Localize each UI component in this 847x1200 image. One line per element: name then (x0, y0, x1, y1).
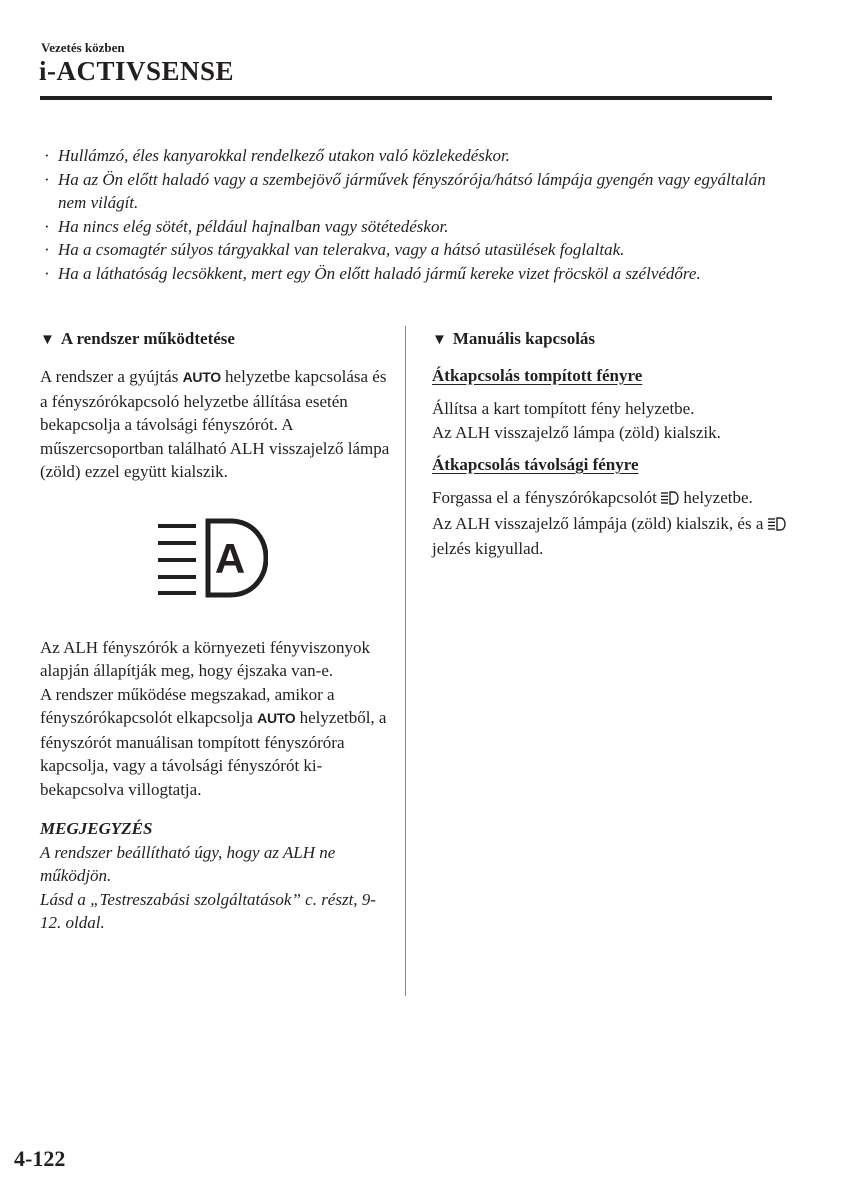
bullet-dot: · (44, 240, 50, 259)
page-number: 4-122 (14, 1146, 66, 1171)
alh-paragraph: Az ALH fényszórók a környezeti fényviszonyok alapján állapítják meg, hogy éjszaka van-e. (40, 637, 370, 680)
alh-indicator-icon (156, 516, 268, 600)
alh-icon-letter: A (214, 534, 246, 582)
section-heading-operation: ▼ A rendszer működtetése (40, 328, 392, 351)
list-item: · Ha nincs elég sötét, például hajnalban vagy sötétedéskor. (44, 215, 784, 239)
subheading-low-beam: Átkapcsolás tompított fényre (432, 366, 643, 385)
interruption-paragraph: A rendszer működése megszakad, amikor a fényszórókapcsolót elkapcsolja AUTO helyzetből, a fényszórót manuálisan tompított fényszóróra kapcsolja, vagy a távolsági fényszórót ki-bekapcsolva villogtatja. (40, 684, 387, 799)
subheading-high-beam: Átkapcsolás távolsági fényre (432, 455, 639, 474)
note-title: MEGJEGYZÉS (40, 819, 153, 838)
triangle-marker-icon: ▼ (432, 332, 447, 348)
bullet-dot: · (44, 169, 50, 189)
low-beam-text: Állítsa a kart tompított fény helyzetbe. (432, 399, 695, 418)
triangle-marker-icon: ▼ (40, 332, 55, 348)
bullet-dot: · (44, 216, 50, 236)
right-column (432, 328, 802, 561)
list-item: · Ha az Ön előtt haladó vagy a szembejövő járművek fényszórója/hátsó lámpája gyengén vagy egyáltalán nem világít. (44, 169, 766, 212)
high-beam-icon (661, 488, 679, 512)
high-beam-indicator-text: Az ALH visszajelző lámpája (zöld) kialszik, és a jelzés kigyullad. (432, 512, 802, 561)
low-beam-indicator-text: Az ALH visszajelző lámpa (zöld) kialszik. (432, 422, 721, 442)
list-item: · Ha a csomagtér súlyos tárgyakkal van telerakva, vagy a hátsó utasülések foglaltak. (44, 238, 784, 262)
section-heading-manual: ▼ Manuális kapcsolás (432, 328, 802, 351)
bullet-dot: · (44, 146, 50, 165)
chapter-title: i-ACTIVSENSE (39, 56, 235, 86)
high-beam-text: Forgassa el a fényszórókapcsolót helyzetbe. (432, 486, 802, 512)
column-divider (405, 326, 406, 996)
note-reference: Lásd a „Testreszabási szolgáltatások” c. részt, 9-12. oldal. (40, 889, 376, 932)
condition-list (44, 144, 784, 285)
note-text: A rendszer beállítható úgy, hogy az ALH ne működjön. (40, 842, 336, 885)
list-item: · Hullámzó, éles kanyarokkal rendelkező utakon való közlekedéskor. (44, 144, 784, 168)
list-item: · Ha a láthatóság lecsökkent, mert egy Ön előtt haladó jármű kereke vizet fröcsköl a szélvédőre. (44, 262, 784, 286)
operation-paragraph: A rendszer a gyújtás AUTO helyzetbe kapcsolása és a fényszórókapcsoló helyzetbe állítása esetén bekapcsolja a távolsági fényszórót. A műszercsoportban található ALH visszajelző lámpa (zöld) ezzel együtt kialszik. (40, 367, 390, 481)
high-beam-icon (768, 514, 786, 538)
auto-label: AUTO (257, 710, 296, 726)
section-label: Vezetés közben (41, 40, 125, 55)
bullet-dot: · (44, 263, 50, 283)
title-rule (40, 96, 772, 100)
auto-label: AUTO (182, 369, 221, 385)
left-column (40, 328, 392, 935)
